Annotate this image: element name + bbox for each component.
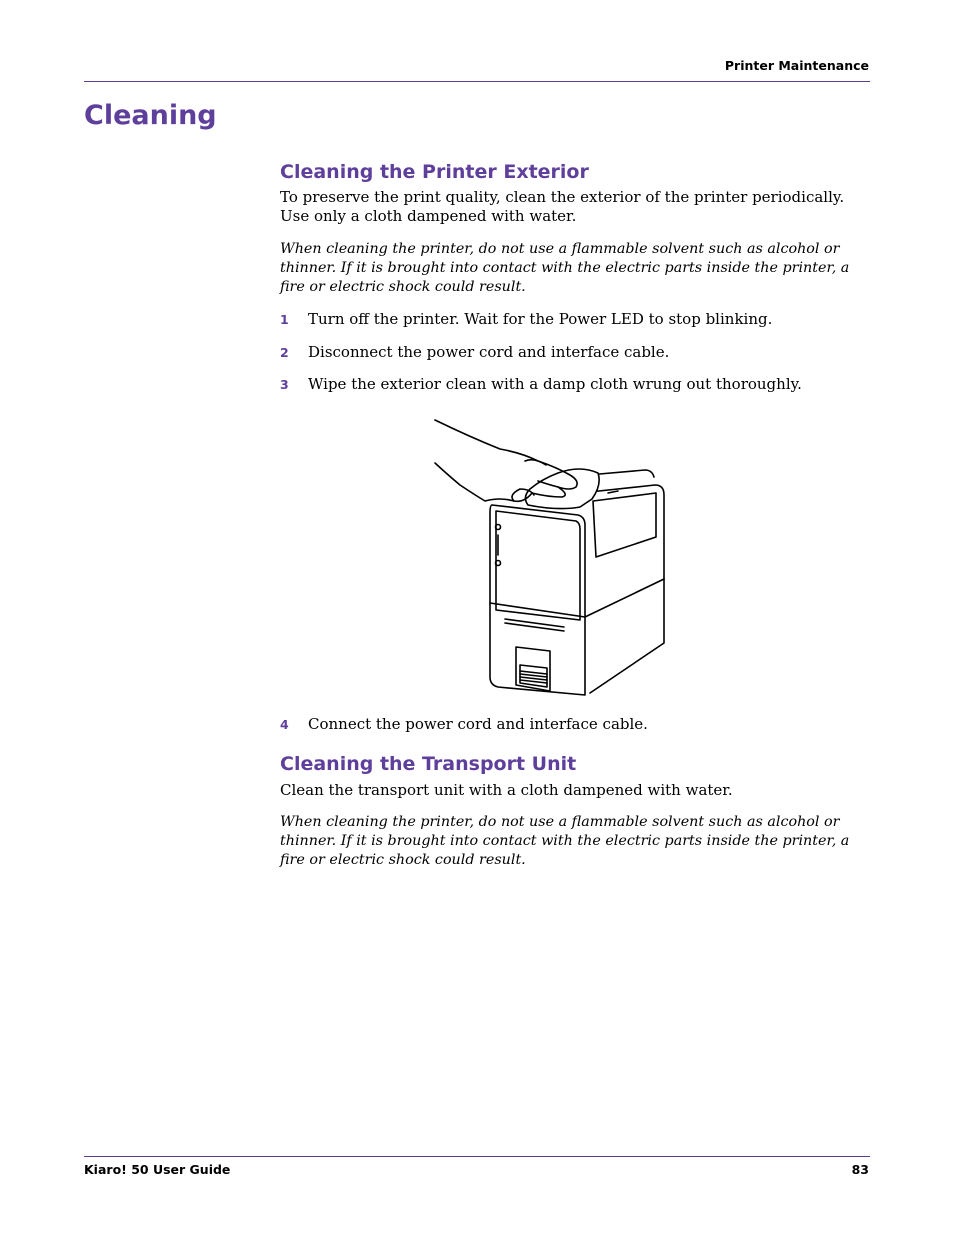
exterior-section xyxy=(280,161,870,183)
cloth-and-hand xyxy=(435,420,599,509)
exterior-warning-block xyxy=(280,240,870,297)
section-title-transport: Cleaning the Transport Unit xyxy=(280,753,577,775)
step-text: Disconnect the power cord and interface cable. xyxy=(308,343,670,361)
transport-section xyxy=(280,753,870,775)
transport-warning: When cleaning the printer, do not use a flammable solvent such as alcohol or thinner. If it is brought into contact with the electric parts inside the printer, a fire or electric shock could result. xyxy=(280,814,850,868)
page-title: Cleaning xyxy=(84,100,217,131)
step-number: 4 xyxy=(280,717,289,732)
exterior-warning: When cleaning the printer, do not use a flammable solvent such as alcohol or thinner. If it is brought into contact with the electric parts inside the printer, a fire or electric shock could result. xyxy=(280,241,850,295)
footer-guide-title: Kiaro! 50 User Guide xyxy=(84,1162,231,1177)
step-number: 1 xyxy=(280,312,289,327)
exterior-intro-block xyxy=(280,188,870,226)
step-text: Wipe the exterior clean with a damp cloth wrung out thoroughly. xyxy=(308,375,802,393)
exterior-intro: To preserve the print quality, clean the exterior of the printer periodically. Use only a cloth dampened with water. xyxy=(280,188,845,225)
step-number: 2 xyxy=(280,345,289,360)
running-header: Printer Maintenance xyxy=(724,58,869,73)
header-rule xyxy=(84,81,870,82)
transport-intro-block xyxy=(280,781,870,800)
transport-warning-block xyxy=(280,813,870,870)
footer-rule xyxy=(84,1156,870,1157)
transport-intro: Clean the transport unit with a cloth dampened with water. xyxy=(280,781,733,799)
step-text: Turn off the printer. Wait for the Power LED to stop blinking. xyxy=(308,310,773,328)
section-title-exterior: Cleaning the Printer Exterior xyxy=(280,161,589,183)
step-number: 3 xyxy=(280,377,289,392)
step-text: Connect the power cord and interface cable. xyxy=(308,715,648,733)
page-number: 83 xyxy=(851,1162,869,1177)
printer-cleaning-illustration xyxy=(430,415,670,707)
